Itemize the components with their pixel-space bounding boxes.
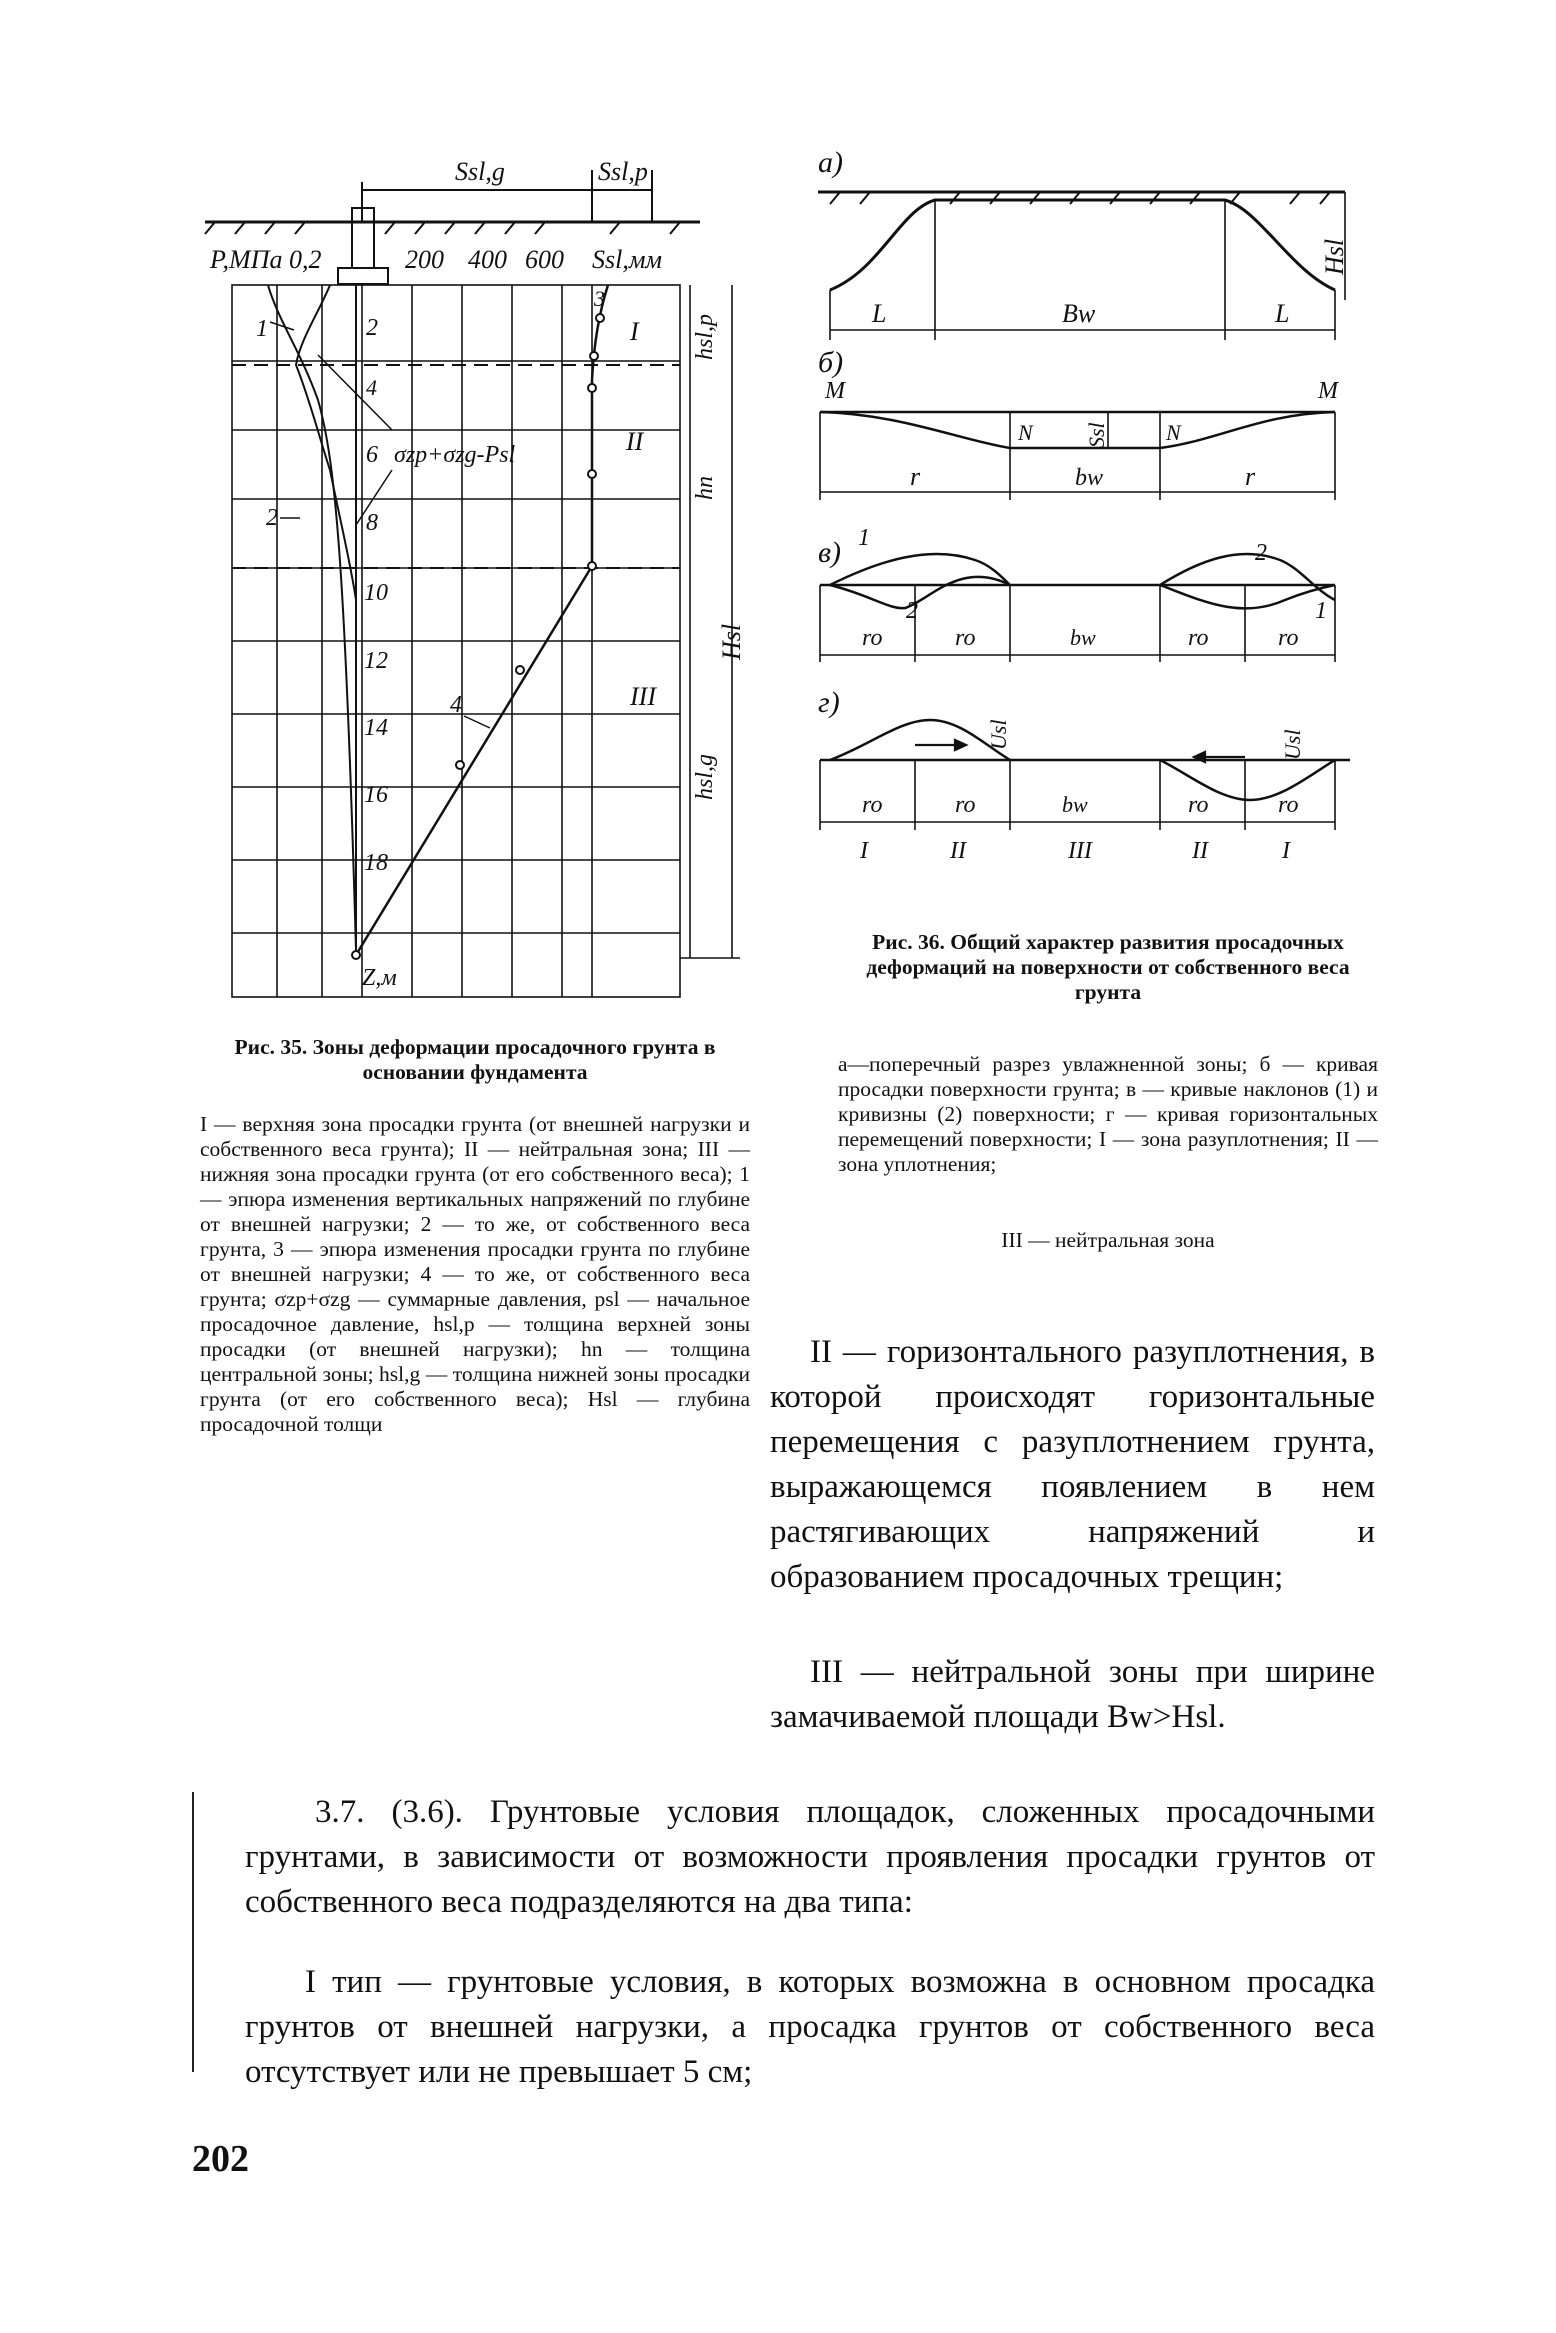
label-400: 400 <box>468 245 507 274</box>
dim-h-n: hn <box>692 476 718 500</box>
curve-label-1-left: 1 <box>858 525 870 551</box>
label-b: б) <box>818 346 844 379</box>
zone-label-i: I <box>630 317 639 346</box>
label-v: в) <box>818 536 842 569</box>
dim-ro-1: ro <box>862 625 883 651</box>
label-600: 600 <box>525 245 564 274</box>
dim-ro-g1: ro <box>862 792 883 818</box>
depth-6: 6 <box>366 442 378 468</box>
fig36-caption-title: Рис. 36. Общий характер развития просадочных деформаций на поверхности от собственного веса грунта <box>866 930 1350 1004</box>
margin-bar <box>192 1792 194 2072</box>
dim-h-slp: hsl,p <box>692 313 718 360</box>
depth-4: 4 <box>366 375 377 400</box>
zone-g-ii-left: II <box>950 838 966 864</box>
depth-18: 18 <box>364 850 388 876</box>
curve-label-2-right: 2 <box>1255 540 1267 566</box>
figure-36 <box>0 0 1556 900</box>
zone-g-iii: III <box>1068 838 1092 864</box>
zone-g-i-left: I <box>860 838 868 864</box>
label-s-slp: Ssl,p <box>598 157 648 186</box>
label-Usl-left: Usl <box>986 719 1011 750</box>
zone-label-ii: II <box>626 427 644 456</box>
depth-12: 12 <box>364 648 388 674</box>
curve-label-4: 4 <box>450 692 462 718</box>
dim-bw-v: bw <box>1070 625 1096 650</box>
label-N-left: N <box>1018 420 1033 445</box>
depth-8: 8 <box>366 510 378 536</box>
dim-ro-g3: ro <box>1188 792 1209 818</box>
dim-Bw: Bw <box>1062 299 1096 328</box>
curve-label-3: 3 <box>594 286 605 311</box>
label-M-right: M <box>1318 378 1338 404</box>
fig36-caption-text: а—поперечный разрез увлажненной зоны; б — кривая просадки поверхности грунта; в — кривые наклонов (1) и кривизны (2) поверхности; г — кривая горизонтальных перемещений поверхности; I — зона разуплотнения; II — зона уплотнения; <box>838 1052 1378 1176</box>
zone-label-iii: III <box>630 682 656 711</box>
section-3-7: 3.7. (3.6). Грунтовые условия площадок, сложенных просадочными грунтами, в зависимости от возможности проявления просадки грунтов от собственного веса подразделяются на два типа: <box>245 1794 1375 1920</box>
label-ssl-mm: Ssl,мм <box>592 245 663 274</box>
dim-bw: bw <box>1075 465 1104 491</box>
curve-label-1: 1 <box>256 316 268 342</box>
fig36-caption-last: III — нейтральная зона <box>1001 1228 1215 1252</box>
curve-label-1-right: 1 <box>1315 598 1327 624</box>
fig35-caption-text: I — верхняя зона просадки грунта (от внешней нагрузки и собственного веса грунта); II — нейтральная зона; III — нижняя зона просадки грунта (от его собственного веса); 1 — эпюра изменения вертикальных напряжений по глубине от внешней нагрузки; 2 — то же, от собственного веса грунта, 3 — эпюра изменения просадки грунта по глубине от внешней нагрузки; 4 — то же, от собственного веса грунта; σzp+σzg — суммарные давления, psl — начальное просадочное давление, hsl,p — толщина верхней зоны просадки (от внешней нагрузки); hn — толщина центральной зоны; hsl,g — толщина нижней зоны просадки грунта (от его собственного веса); Hsl — глубина просадочной толщи <box>200 1112 750 1436</box>
label-p-axis: P,МПа 0,2 <box>210 245 322 274</box>
dim-Hsl: Hsl <box>1320 238 1349 275</box>
label-a: а) <box>818 146 843 179</box>
label-sum-stress: σzp+σzg-Psl <box>394 442 516 468</box>
depth-14: 14 <box>364 715 388 741</box>
dim-ro-g4: ro <box>1278 792 1299 818</box>
type-i-paragraph: I тип — грунтовые условия, в которых возможна в основном просадка грунтов от внешней нагрузки, а просадка грунтов от собственного веса отсутствует или не превышает 5 см; <box>245 1964 1375 2090</box>
label-Ssl: Ssl <box>1084 422 1109 448</box>
right-paragraph-2: III — нейтральной зоны при ширине замачиваемой площади Bw>Hsl. <box>770 1654 1375 1735</box>
label-g: г) <box>818 686 840 719</box>
label-M-left: M <box>825 378 845 404</box>
label-z-m: Z,м <box>362 965 397 991</box>
zone-g-ii-right: II <box>1192 838 1208 864</box>
dim-ro-3: ro <box>1188 625 1209 651</box>
dim-h-slg: hsl,g <box>692 753 718 800</box>
dim-L-left: L <box>872 299 887 328</box>
page-number: 202 <box>192 2138 249 2180</box>
dim-ro-4: ro <box>1278 625 1299 651</box>
label-200: 200 <box>405 245 444 274</box>
depth-10: 10 <box>364 580 388 606</box>
dim-r-left: r <box>910 462 921 491</box>
label-Usl-right: Usl <box>1280 729 1305 760</box>
fig35-caption-title: Рис. 35. Зоны деформации просадочного грунта в основании фундамента <box>234 1035 716 1084</box>
dim-bw-g: bw <box>1062 792 1088 817</box>
curve-label-2-left: 2 <box>906 598 918 624</box>
label-s-slg: Ssl,g <box>455 157 505 186</box>
label-N-right: N <box>1166 420 1181 445</box>
dim-ro-g2: ro <box>955 792 976 818</box>
dim-ro-2: ro <box>955 625 976 651</box>
zone-g-i-right: I <box>1282 838 1290 864</box>
dim-L-right: L <box>1275 299 1290 328</box>
depth-16: 16 <box>364 782 388 808</box>
depth-2: 2 <box>366 315 378 341</box>
dim-r-right: r <box>1245 462 1256 491</box>
curve-label-2: 2 <box>266 505 278 531</box>
dim-H-sl: Hsl <box>717 623 746 660</box>
right-paragraph-1: II — горизонтального разуплотнения, в которой происходят горизонтальные перемещения с разуплотнением грунта, выражающемся появлением в нем растягивающих напряжений и образованием просадочных трещин; <box>770 1334 1375 1595</box>
